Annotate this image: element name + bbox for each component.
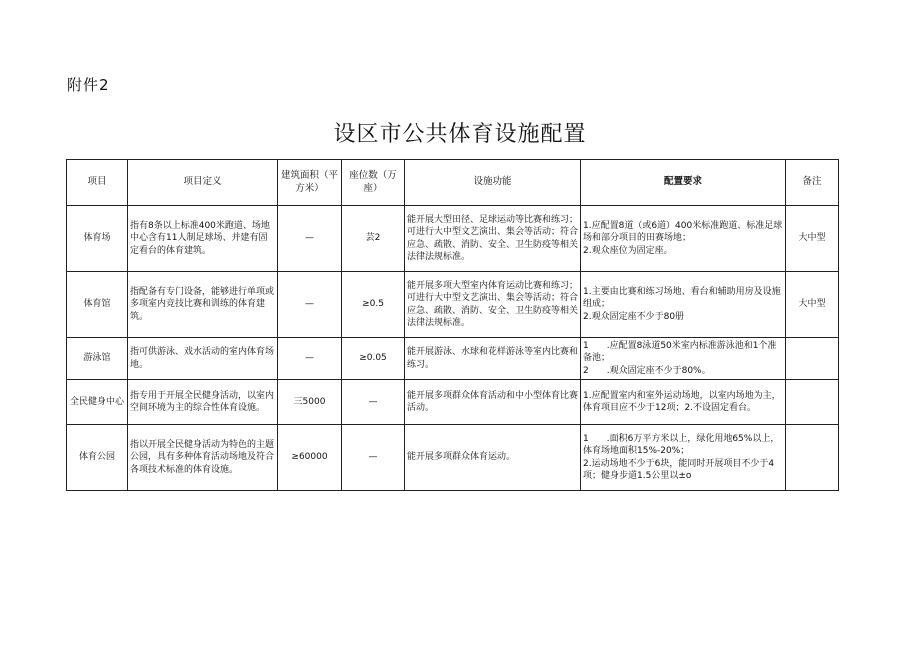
cell-area: — [278,272,342,338]
cell-seats: — [342,425,405,491]
cell-function: 能开展游泳、水球和花样游泳等室内比赛和练习。 [405,338,581,380]
requirement-line: 2.观众固定座不少于80册 [583,311,685,322]
table-row [67,380,839,425]
cell-requirements [581,425,786,491]
table-row [67,206,839,272]
table-row [67,272,839,338]
cell-item: 全民健身中心 [67,380,128,425]
cell-requirements [581,380,786,425]
requirement-line: 2.观众座位为固定座。 [583,245,673,256]
cell-remarks [786,380,839,425]
attachment-label: 附件2 [67,76,110,94]
cell-function: 能开展多项大型室内体育运动比赛和练习；可进行大中型文艺演出、集会等活动；符合应急、疏散、消防、安全、卫生防疫等相关法律法规标准。 [405,272,581,338]
cell-remarks [786,338,839,380]
cell-definition: 指有8条以上标准400米跑道、场地中心含有11人制足球场、并建有固定看台的体育建筑。 [128,206,278,272]
header-requirements: 配置要求 [581,160,786,206]
cell-seats: ≥0.5 [342,272,405,338]
cell-area: 三5000 [278,380,342,425]
cell-item: 体育公园 [67,425,128,491]
cell-item: 体育场 [67,206,128,272]
requirement-line: 1.主要由比赛和练习场地、看台和辅助用房及设施组成； [583,286,781,310]
cell-definition: 指可供游泳、戏水活动的室内体育场地。 [128,338,278,380]
cell-seats: — [342,380,405,425]
cell-remarks: 大中型 [786,206,839,272]
table-header-row [67,160,839,206]
requirement-line: 1 .应配置8泳道50米室内标准游泳池和1个准备池； [583,340,777,364]
header-remarks: 备注 [786,160,839,206]
cell-definition: 指配备有专门设备，能够进行单项或多项室内竞技比赛和训练的体育建筑。 [128,272,278,338]
cell-function: 能开展大型田径、足球运动等比赛和练习；可进行大中型文艺演出、集会等活动；符合应急、疏散、消防、安全、卫生防疫等相关法律法规标准。 [405,206,581,272]
cell-definition: 指以开展全民健身活动为特色的主题公园，具有多种体育活动场地及符合各项技术标准的体育设施。 [128,425,278,491]
requirement-line: 1 .面积6万平方米以上，绿化用地65%以上，体育场地面积15%-20%； [583,433,780,456]
cell-function: 能开展多项群众体育活动和中小型体育比赛活动。 [405,380,581,425]
table-row [67,425,839,491]
facilities-table [66,159,839,491]
cell-remarks [786,425,839,491]
requirement-line: 2.运动场地不少于6块，能同时开展项目不少于4项；健身步道1.5公里以±o [583,458,775,481]
cell-item: 体育馆 [67,272,128,338]
cell-seats: ≥0.05 [342,338,405,380]
cell-area: — [278,206,342,272]
cell-area: ≥60000 [278,425,342,491]
header-item: 项目 [67,160,128,206]
cell-remarks: 大中型 [786,272,839,338]
cell-area: — [278,338,342,380]
table-row [67,338,839,380]
header-area: 建筑面积（平方米） [278,160,342,206]
cell-function: 能开展多项群众体育运动。 [405,425,581,491]
page-title: 设区市公共体育设施配置 [333,122,587,147]
cell-requirements [581,338,786,380]
requirement-line: 1.应配置室内和室外运动场地，以室内场地为主，体育项目应不少于12项；2.不设固定看台。 [583,390,781,413]
requirement-line: 2 .观众固定座不少于80%。 [583,365,711,376]
requirement-line: 1.应配置8道（或6道）400米标准跑道、标准足球场和部分项目的田赛场地； [583,220,783,244]
cell-item: 游泳馆 [67,338,128,380]
header-function: 设施功能 [405,160,581,206]
header-definition: 项目定义 [128,160,278,206]
cell-definition: 指专用于开展全民健身活动，以室内空间环境为主的综合性体育设施。 [128,380,278,425]
cell-requirements [581,272,786,338]
cell-seats: 芸2 [342,206,405,272]
header-seats: 座位数（万座） [342,160,405,206]
cell-requirements [581,206,786,272]
